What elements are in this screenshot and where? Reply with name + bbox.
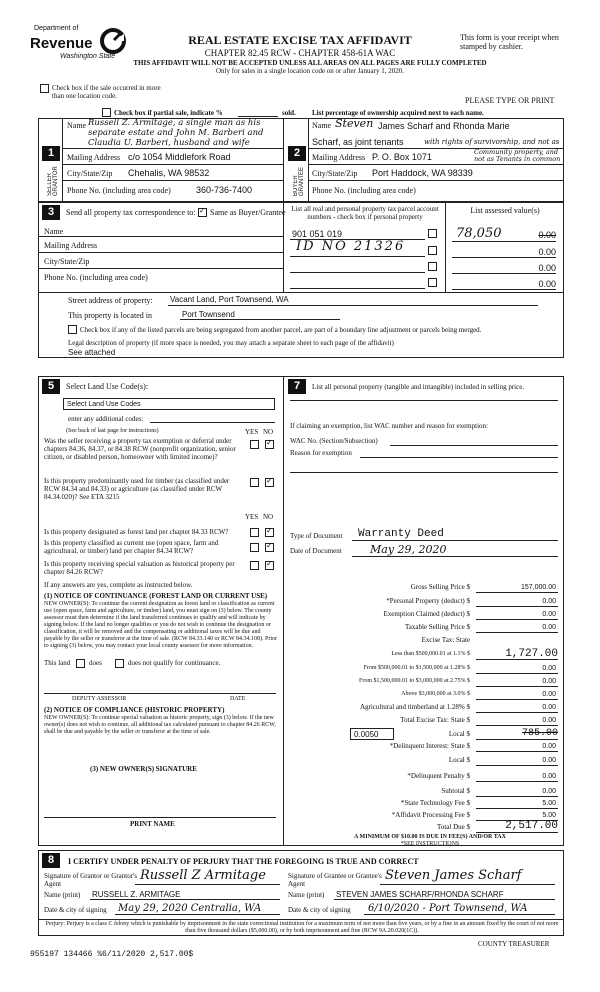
notice-2-title: (2) NOTICE OF COMPLIANCE (HISTORIC PROPERTY)	[44, 706, 225, 714]
same-as-buyer-checkbox[interactable]	[198, 208, 207, 217]
excise-state-label: Excise Tax: State	[421, 636, 470, 644]
question-5: Is this property receiving special valuation as historical property per chapter 84.26 RCW?	[44, 560, 235, 576]
multi-location-checkbox[interactable]	[40, 84, 49, 93]
q1-no-checkbox[interactable]	[265, 440, 274, 449]
grantor-date-label: Date & city of signing	[44, 906, 107, 914]
local-tax-value[interactable]: 785.00	[521, 728, 558, 739]
buyer-city-value[interactable]: Port Haddock, WA 98339	[372, 168, 473, 178]
notice-3-title: (3) NEW OWNER(S) SIGNATURE	[90, 765, 197, 773]
buyer-name-typed[interactable]: James Scharf and Rhonda Marie	[378, 121, 510, 131]
buyer-phone-label: Phone No. (including area code)	[312, 186, 416, 195]
bracket-4-value[interactable]: 0.00	[542, 691, 556, 698]
notice-2-text: NEW OWNER(S): To continue special valuation as historic property, sign (3) below. If the new owner(s) does not wish to continue, all additional tax calculated pursuant to chapter 84.26 RCW, shall be due and payable by the seller or transferor at the time of sale.	[44, 715, 276, 735]
legal-value[interactable]: See attached	[68, 348, 116, 357]
personal-property-deduct-label: *Personal Property (deduct) $	[386, 597, 470, 605]
seller-side-label: SELLER GRANTOR	[47, 166, 59, 196]
buyer-city-label: City/State/Zip	[312, 169, 358, 178]
partial-sale-checkbox[interactable]	[102, 108, 111, 117]
parcel-2-personal-checkbox[interactable]	[428, 246, 437, 255]
legal-label: Legal description of property (if more space is needed, you may attach a separate sheet to each page of the affidavit)	[68, 339, 394, 347]
seller-name-label: Name	[67, 121, 87, 130]
land-use-label: Select Land Use Code(s):	[66, 382, 148, 391]
street-value[interactable]: Vacant Land, Port Townsend, WA	[170, 295, 289, 304]
seller-name-value[interactable]: Russell Z. Armitage, a single man as his separate estate and John M. Barberi and Claudia U. Barberi, husband and wife	[88, 118, 264, 148]
buyer-name-line2-hand[interactable]: with rights of survivorship, and not as	[424, 138, 560, 146]
form-warning: THIS AFFIDAVIT WILL NOT BE ACCEPTED UNLESS ALL AREAS ON ALL PAGES ARE FULLY COMPLETED	[133, 59, 487, 67]
multi-location-label: Check box if the sale occurred in more than one location code.	[52, 84, 161, 100]
ownership-note: List percentage of ownership acquired next to each name.	[312, 109, 484, 117]
q2-yes-checkbox[interactable]	[250, 478, 259, 487]
section-5-badge: 5	[42, 379, 60, 394]
see-instructions-note: *SEE INSTRUCTIONS	[400, 841, 460, 847]
question-3: Is this property designated as forest land per chapter 84.33 RCW?	[44, 528, 229, 536]
question-2: Is this property predominantly used for timber (as classified under RCW 84.34 and 84.33) or agriculture (as classified under RCW 84.34.020)? See ETA 3215	[44, 477, 230, 501]
send-label: Send all property tax correspondence to:	[66, 208, 196, 217]
delinquent-interest-local-label: Local $	[448, 756, 470, 764]
parcel-4-personal-checkbox[interactable]	[428, 278, 437, 287]
taxable-selling-value[interactable]: 0.00	[542, 624, 556, 631]
local-rate-box[interactable]: 0.0050	[350, 728, 394, 740]
seller-mailing-label: Mailing Address	[67, 153, 121, 162]
delinquent-interest-local-value[interactable]: 0.00	[542, 757, 556, 764]
bracket-3-label: From $1,500,000.01 to $3,000,000 at 2.75% $	[359, 678, 470, 684]
delinquent-penalty-value[interactable]: 0.00	[542, 773, 556, 780]
assessed-header: List assessed value(s)	[470, 206, 540, 215]
land-use-dropdown[interactable]: Select Land Use Codes	[63, 398, 275, 410]
agricultural-label: Agricultural and timberland at 1.28% $	[359, 703, 470, 711]
see-back-note: (See back of last page for instructions)	[66, 428, 159, 434]
sold-label: sold.	[282, 109, 296, 117]
reason-label: Reason for exemption	[290, 449, 352, 457]
exemption-deduct-value[interactable]: 0.00	[542, 611, 556, 618]
technology-fee-label: *State Technology Fee $	[400, 799, 470, 807]
grantee-date[interactable]: 6/10/2020 - Port Townsend, WA	[368, 903, 528, 914]
total-due-label: Total Due $	[437, 823, 470, 831]
cashier-stamp: 955197 134466 %6/11/2020 2,517.00$	[30, 950, 194, 959]
bracket-1-label: Less than $500,000.01 at 1.1% $	[391, 651, 470, 657]
agency-state: Washington State	[60, 53, 116, 60]
question-4: Is this property classified as current use (open space, farm and agricultural, or timber) land per chapter 84.34 RCW?	[44, 539, 219, 555]
receipt-note: This form is your receipt when stamped by cashier.	[460, 33, 559, 51]
grantee-date-label: Date & city of signing	[288, 906, 351, 914]
grantor-name-label: Name (print)	[44, 891, 81, 899]
partial-sale-label: Check box if partial sale, indicate %	[114, 109, 223, 117]
s3-city-label: City/State/Zip	[44, 257, 90, 266]
buyer-side-label: BUYER GRANTEE	[293, 166, 305, 196]
notice-1-title: (1) NOTICE OF CONTINUANCE (FOREST LAND OR CURRENT USE)	[44, 592, 268, 600]
taxable-selling-label: Taxable Selling Price $	[404, 623, 470, 631]
doc-date-label: Date of Document	[290, 547, 342, 555]
s3-phone-label: Phone No. (including area code)	[44, 273, 148, 282]
no-header: NO	[263, 428, 274, 436]
delinquent-penalty-label: *Delinquent Penalty $	[407, 772, 470, 780]
this-land-label: This land	[44, 659, 71, 667]
section-8-badge: 8	[42, 853, 60, 868]
q5-yes-checkbox[interactable]	[250, 561, 259, 570]
section-7-badge: 7	[288, 379, 306, 394]
no-header-2: NO	[263, 513, 274, 521]
assessed-value-1-hand[interactable]: 78,050	[456, 226, 502, 241]
processing-fee-value[interactable]: 5.00	[542, 812, 556, 819]
located-label: This property is located in	[68, 311, 152, 320]
certify-statement: I CERTIFY UNDER PENALTY OF PERJURY THAT THE FOREGOING IS TRUE AND CORRECT	[68, 857, 419, 866]
section-2-badge: 2	[288, 146, 306, 161]
total-excise-state-label: Total Excise Tax: State $	[400, 716, 470, 724]
wac-label: WAC No. (Section/Subsection)	[290, 437, 378, 445]
bracket-1-value[interactable]: 1,727.00	[505, 648, 558, 660]
assessed-value-1-struck: 0.00	[538, 230, 556, 240]
seller-city-label: City/State/Zip	[67, 169, 113, 178]
dor-logo-icon	[100, 28, 126, 54]
question-1: Was the seller receiving a property tax exemption or deferral under chapters 84.36, 84.37, or 84.38 RCW (nonprofit organization, senior citizen, or disabled person, homeowner with limited income)?	[44, 437, 236, 461]
q5-no-checkbox[interactable]	[265, 561, 274, 570]
q1-yes-checkbox[interactable]	[250, 440, 259, 449]
parcel-1-personal-checkbox[interactable]	[428, 229, 437, 238]
technology-fee-value[interactable]: 5.00	[542, 800, 556, 807]
s3-mailing-label: Mailing Address	[44, 241, 98, 250]
located-value[interactable]: Port Townsend	[182, 310, 235, 319]
street-label: Street address of property:	[68, 296, 153, 305]
segregated-label: Check box if any of the listed parcels are being segregated from another parcel, are part of a boundary line adjustment or parcels being merged.	[80, 326, 482, 334]
bracket-3-value[interactable]: 0.00	[542, 678, 556, 685]
perjury-notice: Perjury: Perjury is a class C felony which is punishable by imprisonment in the state correctional institution for a maximum term of not more than five years, or by a fine in an amount fixed by the court of not more than five thousand dollars ($5,000.00), or by both imprisonment and fine (RCW 9A.20.020(1C)).	[45, 921, 559, 934]
if-yes-note: If any answers are yes, complete as instructed below.	[44, 581, 193, 589]
q4-yes-checkbox[interactable]	[250, 543, 259, 552]
personal-property-deduct-value[interactable]: 0.00	[542, 598, 556, 605]
assessed-value-4[interactable]: 0.00	[538, 279, 556, 289]
notice-1-text: NEW OWNER(S): To continue the current designation as forest land or classification as current use (open space, farm and agriculture, or timber) land, you must sign on (3) below. The county assessor must then determine if the land transferred continues to qualify and will indicate by signing below. If the land no longer qualifies or you do not wish to continue the designation or classification, it will be removed and the compensating or additional taxes will be due and payable by the seller or transferor at the time of sale. (RCW 84.33.140 or RCW 84.34.108). Prior to signing (3) below, you may contact your local county assessor for more information.	[44, 601, 278, 649]
county-treasurer-label: COUNTY TREASURER	[478, 940, 550, 948]
grantee-signature[interactable]: Steven James Scharf	[385, 868, 522, 883]
bracket-2-label: From $500,000.01 to $1,500,000 at 1.28% $	[363, 665, 470, 671]
q2-no-checkbox[interactable]	[265, 478, 274, 487]
parcel-1[interactable]: 901 051 019	[292, 229, 343, 239]
q4-no-checkbox[interactable]	[265, 543, 274, 552]
bracket-4-label: Above $3,000,000 at 3.0% $	[401, 691, 470, 697]
deputy-assessor-label: DEPUTY ASSESSOR	[72, 696, 127, 702]
parcel-list-header: List all real and personal property tax parcel account numbers - check box if personal property	[291, 205, 439, 221]
q3-yes-checkbox[interactable]	[250, 528, 259, 537]
does-not-label: does not qualify for continuance.	[128, 659, 221, 667]
s3-name-label: Name	[44, 227, 64, 236]
delinquent-interest-state-label: *Delinquent Interest: State $	[389, 742, 470, 750]
parcel-2-hand[interactable]: ID NO 21326	[296, 239, 406, 254]
segregated-checkbox[interactable]	[68, 325, 77, 334]
grantor-name[interactable]: RUSSELL Z. ARMITAGE	[92, 890, 181, 899]
agency-name: Revenue	[30, 35, 93, 52]
buyer-name-hand[interactable]: Steven	[335, 117, 374, 130]
buyer-mailing-value[interactable]: P. O. Box 1071	[372, 152, 432, 162]
buyer-mailing-label: Mailing Address	[312, 153, 366, 162]
print-note: PLEASE TYPE OR PRINT	[465, 96, 555, 105]
section-3-badge: 3	[42, 205, 60, 220]
grantee-name[interactable]: STEVEN JAMES SCHARF/RHONDA SCHARF	[336, 890, 504, 899]
seller-phone-label: Phone No. (including area code)	[67, 186, 171, 195]
bracket-2-value[interactable]: 0.00	[542, 665, 556, 672]
exemption-claim-label: If claiming an exemption, list WAC number and reason for exemption:	[290, 422, 488, 430]
grantor-signature-label: Signature of Grantor or Grantor's Agent	[44, 872, 138, 888]
buyer-name-line2[interactable]: Scharf, as joint tenants	[312, 137, 404, 147]
processing-fee-label: *Affidavit Processing Fee $	[391, 811, 470, 819]
assessed-value-3[interactable]: 0.00	[538, 263, 556, 273]
doc-date-value[interactable]: May 29, 2020	[370, 543, 447, 556]
yes-header-2: YES	[245, 513, 259, 521]
parcel-3-personal-checkbox[interactable]	[428, 262, 437, 271]
seller-city-value[interactable]: Chehalis, WA 98532	[128, 168, 210, 178]
grantor-signature[interactable]: Russell Z Armitage	[140, 868, 266, 883]
total-excise-state-value[interactable]: 0.00	[542, 717, 556, 724]
does-label: does	[89, 659, 102, 667]
buyer-mailing-hand[interactable]: Community property, and not as Tenants in common	[474, 148, 561, 163]
grantee-signature-label: Signature of Grantee or Grantee's Agent	[288, 872, 382, 888]
doc-type-label: Type of Document	[290, 532, 343, 540]
form-subtitle: CHAPTER 82.45 RCW - CHAPTER 458-61A WAC	[204, 48, 396, 58]
grantee-name-label: Name (print)	[288, 891, 325, 899]
local-tax-label: Local $	[448, 730, 470, 738]
print-name-label: PRINT NAME	[130, 820, 175, 828]
yes-header: YES	[245, 428, 259, 436]
agricultural-value[interactable]: 0.00	[542, 704, 556, 711]
delinquent-interest-state-value[interactable]: 0.00	[542, 743, 556, 750]
additional-codes-label: enter any additional codes:	[68, 415, 144, 423]
agency-dept: Department of	[34, 25, 79, 32]
deputy-date-label: DATE	[230, 696, 246, 702]
subtotal-value[interactable]: 0.00	[542, 788, 556, 795]
does-checkbox[interactable]	[76, 659, 85, 668]
minimum-note: A MINIMUM OF $10.00 IS DUE IN FEE(S) AND/OR TAX	[354, 834, 506, 840]
total-due-value[interactable]: 2,517.00	[505, 820, 558, 832]
grantor-date[interactable]: May 29, 2020 Centralia, WA	[118, 903, 262, 914]
same-as-buyer-label: Same as Buyer/Grantee	[210, 208, 286, 217]
personal-property-label: List all personal property (tangible and intangible) included in selling price.	[312, 383, 525, 391]
gross-selling-label: Gross Selling Price $	[410, 583, 470, 591]
doc-type-value[interactable]: Warranty Deed	[358, 528, 444, 540]
section-1-badge: 1	[42, 146, 60, 161]
seller-phone-value[interactable]: 360-736-7400	[196, 185, 253, 195]
form-title: REAL ESTATE EXCISE TAX AFFIDAVIT	[188, 33, 412, 47]
exemption-deduct-label: Exemption Claimed (deduct) $	[383, 610, 470, 618]
buyer-name-label: Name	[312, 121, 332, 130]
does-not-checkbox[interactable]	[115, 659, 124, 668]
gross-selling-value[interactable]: 157,000.00	[520, 584, 556, 591]
form-note: Only for sales in a single location code on or after January 1, 2020.	[216, 67, 404, 75]
assessed-value-2[interactable]: 0.00	[538, 247, 556, 257]
subtotal-label: Subtotal $	[441, 787, 470, 795]
seller-mailing-value[interactable]: c/o 1054 Middlefork Road	[128, 152, 231, 162]
q3-no-checkbox[interactable]	[265, 528, 274, 537]
